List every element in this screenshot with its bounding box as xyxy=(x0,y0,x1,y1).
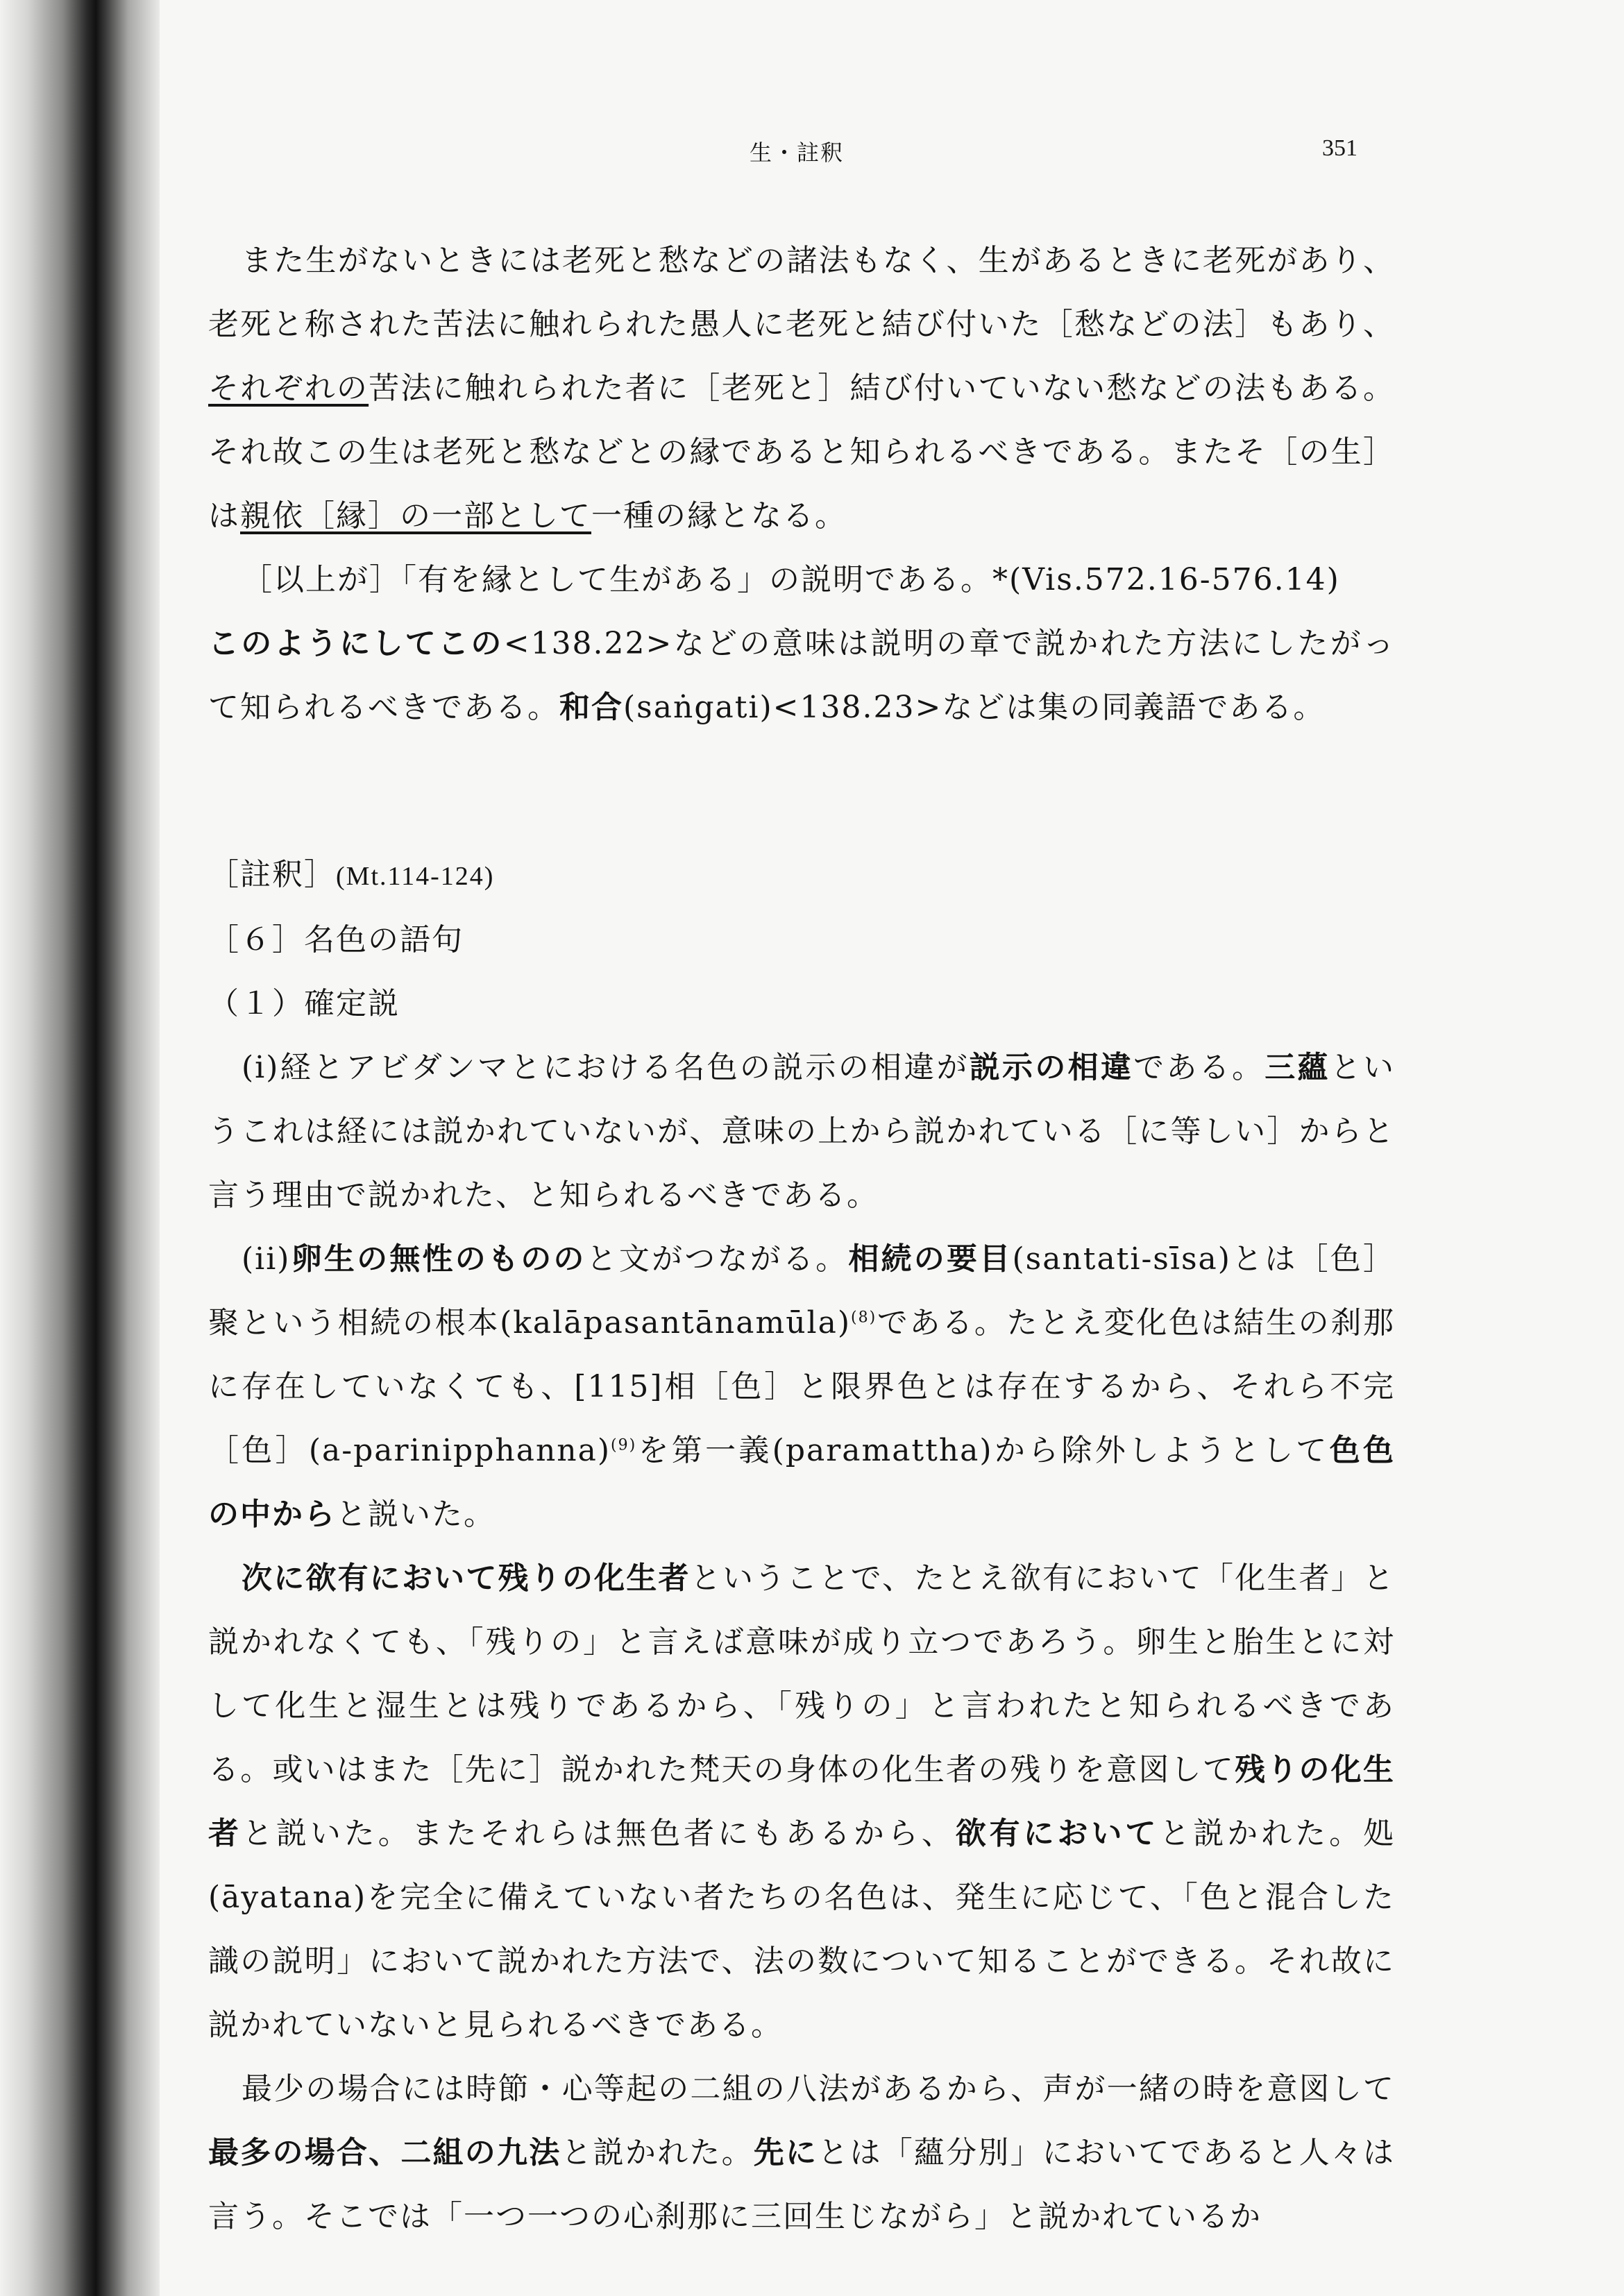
text-run: を第一義(paramattha)から除外しようとして xyxy=(636,1433,1330,1468)
text-run: と説いた。またそれらは無色者にもあるから、 xyxy=(242,1816,956,1851)
paragraph xyxy=(208,1227,1395,1547)
text-run: とは「蘊分別」においてであると人々は言う。そこでは「一つ一つの心刹那に三回生じながら」と説かれているか xyxy=(208,2135,1396,2234)
bold-term: 先に xyxy=(753,2135,818,2170)
text-run: 苦法に触れられた者に［老死と］結び付いていない愁などの法もある。それ故この生は老死と愁などとの縁であると知られるべきである。またそ［の生］は xyxy=(208,371,1396,534)
notes-section xyxy=(208,843,1395,2249)
bold-term: このようにしてこの xyxy=(208,626,504,661)
bold-term: 三蘊 xyxy=(1264,1050,1330,1085)
bold-term: 最多の場合、二組の九法 xyxy=(208,2135,561,2170)
footnote-ref: (9) xyxy=(611,1436,637,1454)
text-run: と説かれた。処(āyatana)を完全に備えていない者たちの名色は、発生に応じて、「色と混合した識の説明」において説かれた方法で、法の数について知ることができる。それ故に説かれていないと見られるべきである。 xyxy=(208,1816,1396,2043)
paragraph xyxy=(208,548,1395,612)
bold-term: 色色の中から xyxy=(208,1433,1396,1532)
text-run: 一種の縁となる。 xyxy=(591,498,847,534)
text-run: (ii) xyxy=(242,1241,291,1277)
subsection-heading: （１）確定説 xyxy=(208,986,400,1021)
bold-term: 和合 xyxy=(559,690,623,725)
text-run: 最少の場合には時節・心等起の二組の八法があるから、声が一緒の時を意図して xyxy=(242,2071,1395,2107)
paragraph xyxy=(208,2057,1395,2249)
bold-term: 説示の相違 xyxy=(969,1050,1134,1085)
heading-ref: (Mt.114-124) xyxy=(336,862,495,891)
text-run: (i)経とアビダンマとにおける名色の説示の相違が xyxy=(242,1050,970,1085)
heading-label: ［註釈］ xyxy=(208,857,336,892)
text-run: ということで、たとえ欲有において「化生者」と説かれなくても、「残りの」と言えば意味が成り立つであろう。卵生と胎生とに対して化生と湿生とは残りであるから、「残りの」と言われたと知られるべきである。或いはまた［先に］説かれた梵天の身体の化生者の残りを意図して xyxy=(208,1561,1395,1787)
bold-term: 欲有において xyxy=(955,1816,1160,1851)
bold-term: 相続の要目 xyxy=(848,1241,1013,1277)
text-run: である。たとえ変化色は結生の刹那に存在していなくても、[115]相［色］と限界色とは存在するから、それら不完［色］(a-parinipphanna) xyxy=(208,1305,1395,1468)
text-run: (saṅgati)<138.23>などは集の同義語である。 xyxy=(623,690,1326,725)
paragraph xyxy=(208,1547,1395,2057)
underlined-text: 親依［縁］の一部として xyxy=(240,498,591,534)
text-run: また生がないときには老死と愁などの諸法もなく、生があるときに老死があり、老死と称された苦法に触れられた愚人に老死と結び付いた［愁などの法］もあり、 xyxy=(208,243,1395,342)
bold-term: 卵生の無性のものの xyxy=(290,1241,586,1277)
bold-term: 次に欲有において残りの化生者 xyxy=(242,1561,691,1596)
paragraph xyxy=(208,612,1395,740)
notes-heading xyxy=(208,843,1395,908)
footnote-ref: (8) xyxy=(851,1309,877,1327)
text-run: というこれは経には説かれていないが、意味の上から説かれている［に等しい］からと言う理由で説かれた、と知られるべきである。 xyxy=(208,1050,1396,1213)
text-run: である。 xyxy=(1133,1050,1265,1085)
bold-term: 残りの化生者 xyxy=(208,1752,1395,1851)
text-run: と文がつながる。 xyxy=(586,1241,849,1277)
text-run: <138.22>などの意味は説明の章で説かれた方法にしたがって知られるべきである。 xyxy=(208,626,1395,725)
paragraph xyxy=(208,1036,1395,1227)
paragraph xyxy=(208,229,1395,548)
text-run: と説いた。 xyxy=(336,1497,496,1532)
text-run: (santati-sīsa)とは［色］聚という相続の根本(kalāpasantānamūla) xyxy=(208,1241,1396,1341)
text-run: と説かれた。 xyxy=(561,2135,754,2170)
running-title: 生・註釈 xyxy=(750,139,845,166)
section-heading: ［６］名色の語句 xyxy=(208,922,464,958)
underlined-text: それぞれの xyxy=(208,371,369,406)
text-run: ［以上が］「有を縁として生がある」の説明である。*(Vis.572.16-576.14) xyxy=(242,562,1340,597)
main-text xyxy=(208,229,1395,740)
page-number: 351 xyxy=(1322,135,1357,161)
